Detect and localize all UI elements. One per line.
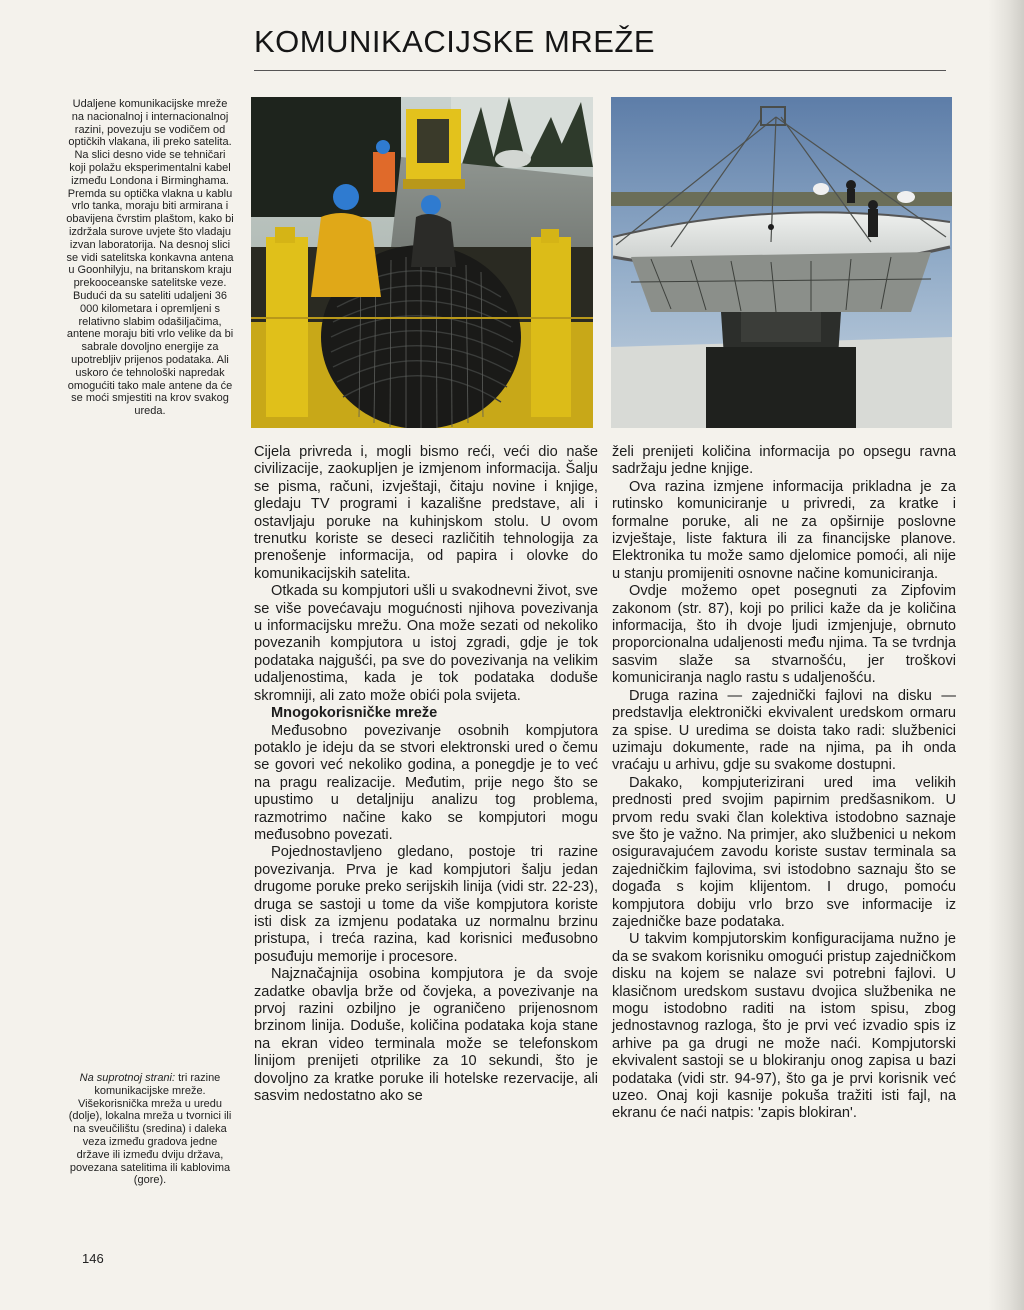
chapter-title: KOMUNIKACIJSKE MREŽE <box>254 24 655 59</box>
section-heading: Mnogokorisničke mreže <box>271 705 438 722</box>
caption-body: tri razine komunikacijske mreže. Višekorisnička mreža u uredu (dolje), lokalna mreža u tvornici ili na sveučilištu (sredina) i daleka veza između gradova jedne države ili između dviju država, povezana satelitima ili kablovima (gore). <box>68 1072 232 1187</box>
paragraph: Ovdje možemo opet posegnuti za Zipfovim zakonom (str. 87), koji po prilici kaže da je količina informacija, što ih dvoje ljudi izmjenjuje, obrnuto proporcionalna udaljenosti među njima. Ta se tvrdnja sasvim slaže sa stvarnošću, jer troškovi komuniciranja naglo rastu s udaljenošću. <box>612 583 956 687</box>
paragraph: Međusobno povezivanje osobnih kompjutora potaklo je ideju da se stvori elektronski ured o čemu se govori već nekoliko godina, a ponegdje je to već na pragu realizacije. Međutim, prije nego što se upustimo u detaljniju analizu tog problema, razmotrimo načine kako se kompjutori mogu međusobno povezati. <box>254 722 598 843</box>
sidebar-caption-text: Udaljene komunikacijske mreže na nacionalnoj i internacionalnoj razini, povezuju se vodičem od optičkih vlakana, ili preko satelita. Na slici desno vide se tehničari koji polažu eksperimentalni kabel između Londona i Birminghama. Premda su optička vlakna u kablu vrlo tanka, moraju biti armirana i obavijena čvrstim plaštom, kako bi izdržala surove uvjete što vladaju izvan laboratorija. Na desnoj slici se vidi satelitska konkavna antena u Goonhilyju, na britanskom kraju prekooceanske satelitske veze. Budući da su sateliti udaljeni 36 000 kilometara i opremljeni s relativno slabim odašiljačima, antene moraju biti vrlo velike da bi sabrale dovoljno energije za upotrebljiv prijenos podataka. Ali uskoro će tehnološki napredak omogućiti tako male antene da će se moći smjestiti na krov svakog ureda. <box>66 98 234 418</box>
paragraph: želi prenijeti količina informacija po opsegu ravna sadržaju jedne knjige. <box>612 444 956 478</box>
paragraph: U takvim kompjutorskim konfiguracijama nužno je da se svakom korisniku omogući pristup zajedničkom disku na kojem se nalaze svi potrebni fajlovi. U klasičnom uredskom sustavu dvojica službenika ne mogu istodobno raditi na istom spisu, zbog jednostavnog razloga, što je prvi već izvadio spis iz arhive pa ga drugi ne može naći. Kompjutorski ekvivalent sastoji se u blokiranju onog zapisa u bazi podataka (vidi str. 94-97), što ga je prvi korisnik već uzeo. Onaj koji kasnije pokuša tražiti isti fajl, na ekranu će naći natpis: 'zapis blokiran'. <box>612 931 956 1122</box>
sidebar-caption-top <box>66 98 234 418</box>
satellite-dish-photo <box>611 97 952 428</box>
paragraph: Dakako, kompjuterizirani ured ima velikih prednosti pred svojim papirnim predšasnikom. U prvom redu svaki član kolektiva istodobno saznaje sve što je važno. Na primjer, ako službenici u nekom osiguravajućem zavodu koriste sustav terminala sa zajedničkim fajlovima, svi istodobno saznaju što se događa s kojim klijentom. I drugo, pomoću kompjutora dobiju vrlo brzo sve informacije iz zajedničke baze podataka. <box>612 774 956 930</box>
caption-lead: Na suprotnoj strani: <box>79 1072 176 1084</box>
satellite-dish-photo-icon <box>611 97 952 428</box>
article-column-left <box>254 444 598 1105</box>
cable-laying-photo-icon <box>251 97 593 428</box>
article-column-right <box>612 444 956 1123</box>
paragraph: Najznačajnija osobina kompjutora je da svoje zadatke obavlja brže od čovjeka, a povezivanje na prvoj razini ozbiljno je ograničeno prijenosnom brzinom linija. Doduše, količina podataka koja stane na ekran video terminala može se telefonskom linijom prenijeti otprilike za 10 sekundi, što je dovoljno za kratke poruke ili hotelske rezervacije, ali sasvim nedostatno ako se <box>254 966 598 1105</box>
header-rule <box>254 70 946 71</box>
paragraph: Otkada su kompjutori ušli u svakodnevni život, sve se više povećavaju mogućnosti njihova povezivanja u informacijsku mrežu. Ona može sezati od nekoliko povezanih kompjutora u istoj zgradi, gdje je tok podataka najgušći, pa sve do povezivanja na velikim udaljenostima, kada je tok podataka doduše skromniji, ali zato može obići pola svijeta. <box>254 583 598 704</box>
sidebar-caption-bottom <box>66 1072 234 1187</box>
paragraph: Pojednostavljeno gledano, postoje tri razine povezivanja. Prva je kad kompjutori šalju jedan drugome poruke preko serijskih linija (vidi str. 22-23), druga se sastoji u tome da više kompjutora koriste isti disk za izmjenu podataka uz normalnu brzinu pristupa, i treća razina, kad korisnici međusobno posuđuju memorije i procesore. <box>254 844 598 965</box>
paragraph: Druga razina — zajednički fajlovi na disku — predstavlja elektronički ekvivalent uredskom ormaru za spise. U uredima se doista tako radi: službenici uzimaju dokumente, rade na njima, pa ih onda vraćaju u arhivu, gdje su svakome dostupni. <box>612 687 956 774</box>
page-binding-shadow <box>988 0 1024 1310</box>
page-number: 146 <box>82 1251 104 1266</box>
paragraph: Cijela privreda i, mogli bismo reći, veći dio naše civilizacije, zaokupljen je izmjenom informacija. Šalju se pisma, računi, izvještaji, čitaju novine i knjige, gledaju TV programi i kazališne predstave, ali i ostavljaju poruke na kuhinjskom stolu. U ovom trenutku koriste se deseci različitih tehnologija za prenošenje informacija, od papira i olovke do komunikacijskih satelita. <box>254 444 598 582</box>
sidebar-caption-text <box>66 1072 234 1187</box>
paragraph: Ova razina izmjene informacija prikladna je za rutinsko komuniciranje u privredi, za kratke i formalne poruke, ali ne za opširnije poslovne izvještaje, liste faktura ili za financijske planove. Elektronika tu može samo djelomice pomoći, ali nije u stanju promijeniti osnovne načine komuniciranja. <box>612 478 956 582</box>
cable-laying-photo <box>251 97 593 428</box>
